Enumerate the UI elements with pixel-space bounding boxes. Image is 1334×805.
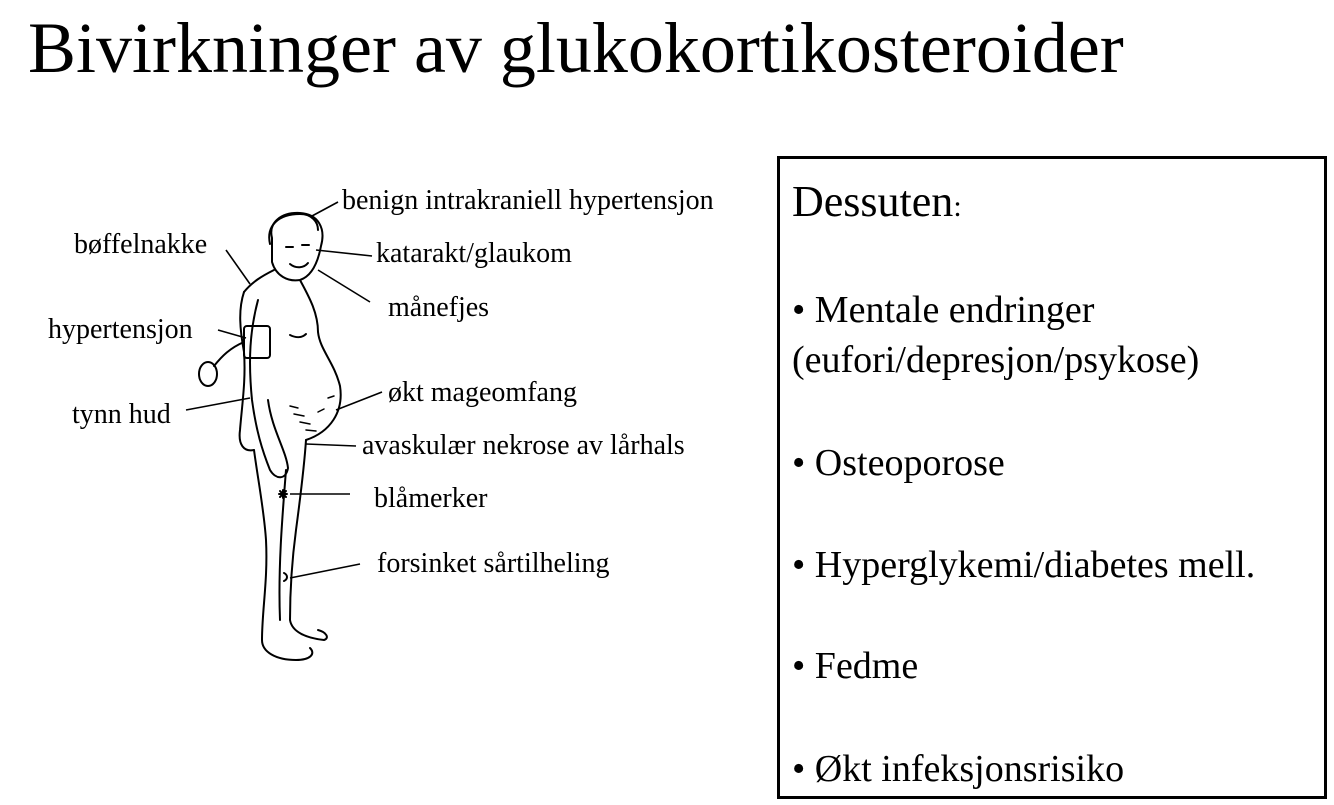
label-okt-mageomfang: økt mageomfang (388, 377, 577, 408)
label-hypertensjon: hypertensjon (48, 314, 193, 345)
label-tynn-hud: tynn hud (72, 399, 171, 430)
label-avaskulaer-nekrose: avaskulær nekrose av lårhals (362, 430, 685, 461)
face-mouth (290, 263, 308, 267)
box-title-text: Dessuten (792, 177, 954, 226)
label-manefjes: månefjes (388, 292, 490, 323)
bruise-mark (279, 490, 287, 498)
leader-katarakt (316, 250, 372, 256)
additional-effects-box (777, 156, 1327, 799)
page-title: Bivirkninger av glukokortikosteroider (28, 8, 1124, 88)
face-eyes (286, 245, 309, 247)
bp-tube (214, 342, 244, 366)
head-outline (271, 213, 322, 280)
torso-front (300, 280, 341, 440)
list-item-mentale-endringer-detail: (eufori/depresjon/psykose) (792, 339, 1200, 381)
belly-striae (290, 396, 334, 431)
torso-back (240, 292, 254, 450)
leader-benign (312, 202, 338, 216)
label-boffelnakke: bøffelnakke (74, 229, 208, 260)
leg-back (254, 450, 312, 660)
hair (269, 214, 318, 244)
list-item-fedme: • Fedme (792, 645, 919, 687)
list-item-osteoporose: • Osteoporose (792, 442, 1005, 484)
leader-sar (290, 564, 360, 578)
box-title-colon: : (953, 190, 962, 223)
list-item-infeksjonsrisiko: • Økt infeksjonsrisiko (792, 748, 1125, 790)
bp-bulb (199, 362, 217, 386)
label-blamerker: blåmerker (374, 483, 488, 514)
wound-mark (284, 573, 287, 581)
leader-nekrose (306, 444, 356, 446)
list-item-mentale-endringer: • Mentale endringer (792, 289, 1095, 331)
label-benign-intrakraniell-hypertensjon: benign intrakraniell hypertensjon (342, 185, 714, 216)
leader-tynn-hud (186, 398, 250, 410)
leg-front (290, 440, 327, 640)
list-item-hyperglykemi: • Hyperglykemi/diabetes mell. (792, 544, 1256, 586)
leader-boffelnakke (226, 250, 250, 284)
label-katarakt-glaukom: katarakt/glaukom (376, 238, 572, 269)
label-forsinket-sartilheling: forsinket sårtilheling (377, 548, 610, 579)
leader-mageomfang (336, 392, 382, 410)
bp-cuff (244, 326, 270, 358)
leader-manefjes (318, 270, 370, 302)
box-title (792, 177, 962, 232)
chest-line (290, 334, 306, 337)
